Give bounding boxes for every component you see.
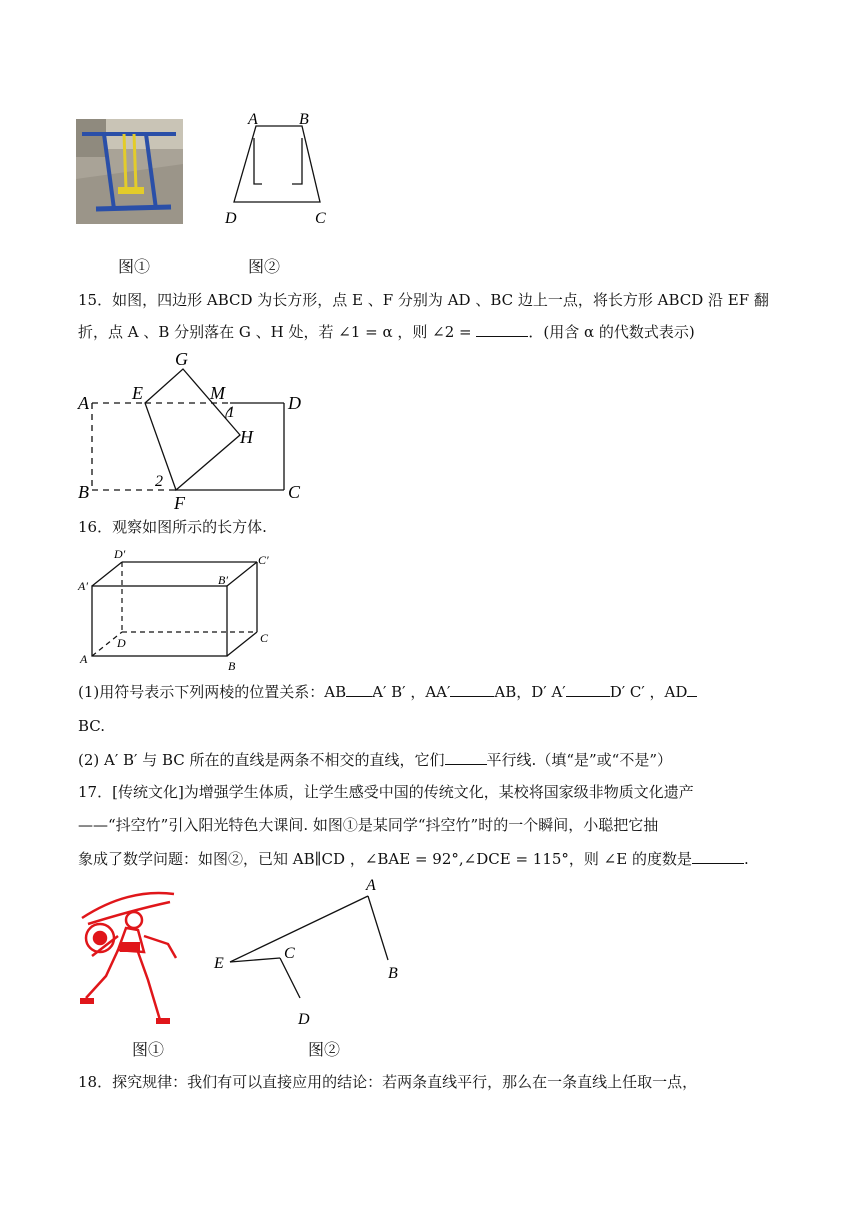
svg-text:D: D	[298, 1011, 310, 1028]
answer-blank	[476, 321, 528, 337]
svg-text:B: B	[388, 965, 398, 982]
svg-text:D: D	[288, 393, 301, 413]
svg-text:C: C	[260, 631, 269, 645]
svg-text:B: B	[78, 482, 89, 502]
q17-caption-fig1: 图①	[132, 1040, 165, 1059]
svg-text:C: C	[288, 482, 301, 502]
q17-caption-fig2: 图②	[308, 1040, 341, 1059]
svg-text:B: B	[228, 659, 236, 672]
svg-text:D: D	[117, 636, 126, 650]
label-b: B	[299, 111, 309, 128]
label-a: A	[248, 111, 258, 128]
svg-text:D′: D′	[114, 547, 126, 561]
folded-rectangle-diagram	[70, 345, 320, 515]
svg-text:E: E	[214, 955, 224, 972]
q17-line2: ——“抖空竹”引入阳光特色大课间. 如图①是某同学“抖空竹”时的一个瞬间，小聪把它抽	[78, 816, 659, 834]
q16-line1: 16．观察如图所示的长方体.	[78, 518, 267, 536]
svg-text:M: M	[210, 383, 225, 403]
svg-text:C′: C′	[258, 553, 269, 567]
fitness-machine-photo	[76, 119, 183, 224]
label-c: C	[315, 210, 326, 227]
svg-text:G: G	[175, 349, 188, 369]
q17-line1: 17．[传统文化]为增强学生体质，让学生感受中国的传统文化，某校将国家级非物质文化遗产	[78, 783, 694, 801]
diabolo-paper-cut-figure	[78, 880, 182, 1028]
q15-line2: 折，点 A 、B 分别落在 G 、H 处，若 ∠1 = α ，则 ∠2 = ．(用含 α 的代数式表示)	[78, 323, 695, 341]
q18-line1: 18．探究规律：我们有可以直接应用的结论：若两条直线平行，那么在一条直线上任取一点，	[78, 1073, 698, 1091]
q16-part1-cont: BC.	[78, 717, 106, 735]
svg-text:H: H	[240, 427, 253, 447]
outdoor-fitness-machine-photo	[76, 119, 183, 224]
svg-text:1: 1	[227, 404, 235, 421]
svg-text:F: F	[174, 493, 185, 513]
svg-text:C: C	[284, 945, 295, 962]
svg-text:E: E	[132, 383, 143, 403]
svg-text:A: A	[78, 393, 89, 413]
cuboid-diagram	[72, 546, 282, 672]
svg-text:A′: A′	[78, 579, 88, 593]
trapezoid-abcd-diagram	[220, 108, 340, 228]
q15-line1: 15．如图，四边形 ABCD 为长方形，点 E 、F 分别为 AD 、BC 边上一点，将长方形 ABCD 沿 EF 翻	[78, 291, 769, 309]
svg-text:B′: B′	[218, 573, 228, 587]
angle-diagram-abcde	[200, 870, 420, 1030]
caption-fig1: 图①	[118, 257, 151, 276]
label-d: D	[225, 210, 237, 227]
q16-part2: (2) A′ B′ 与 BC 所在的直线是两条不相交的直线，它们 平行线.（填“是”或“不是”）	[78, 751, 672, 769]
svg-text:A: A	[366, 877, 376, 894]
svg-text:2: 2	[155, 473, 163, 490]
caption-fig2: 图②	[248, 257, 281, 276]
q17-line3: 象成了数学问题：如图②，已知 AB∥CD ，∠BAE = 92°,∠DCE = 115°，则 ∠E 的度数是 .	[78, 850, 749, 868]
q16-part1: (1)用符号表示下列两棱的位置关系：AB A′ B′ ，AA′ AB，D′ A′ D′ C′ ，AD	[78, 681, 697, 703]
svg-text:A: A	[80, 652, 88, 666]
